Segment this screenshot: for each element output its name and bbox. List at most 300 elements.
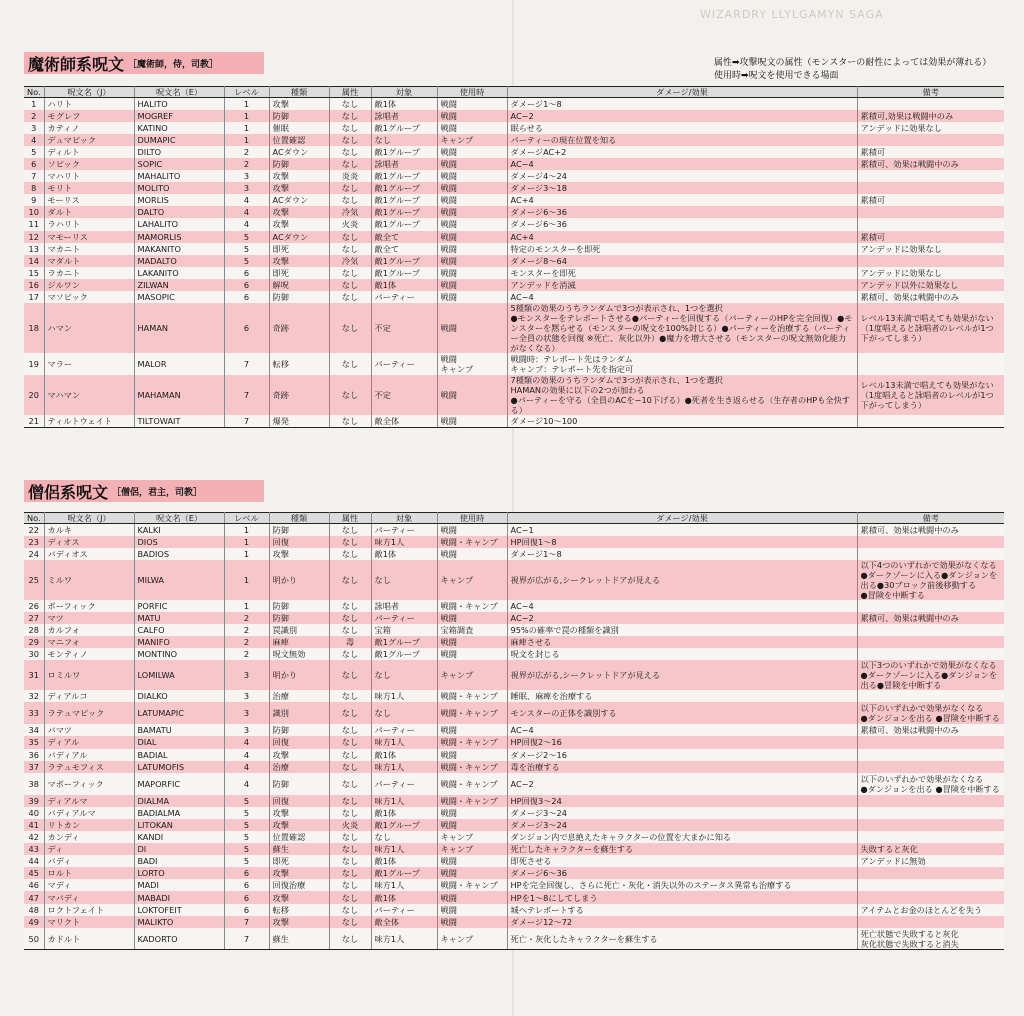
cell-no: 6 bbox=[24, 158, 44, 170]
cell-effect: HP回復1～8 bbox=[507, 536, 857, 548]
cell-name-j: マラー bbox=[44, 353, 134, 375]
cell-name-j: ティルトウェイト bbox=[44, 415, 134, 427]
cell-name-j: ミルワ bbox=[44, 560, 134, 600]
column-header-usage: 使用時 bbox=[437, 513, 507, 524]
cell-no: 43 bbox=[24, 843, 44, 855]
cell-no: 25 bbox=[24, 560, 44, 600]
cell-effect: ダメージ3～18 bbox=[507, 182, 857, 194]
table-row bbox=[24, 636, 1004, 648]
cell-target: 敵1グループ bbox=[371, 867, 437, 879]
cell-remarks: アイテムとお金のほとんどを失う bbox=[857, 904, 1004, 916]
table-row bbox=[24, 353, 1004, 375]
cell-level: 1 bbox=[224, 134, 269, 146]
cell-kind: 攻撃 bbox=[269, 867, 329, 879]
cell-attribute: なし bbox=[329, 560, 371, 600]
cell-usage: 戦闘 bbox=[437, 904, 507, 916]
cell-level: 7 bbox=[224, 415, 269, 427]
cell-no: 38 bbox=[24, 773, 44, 795]
cell-name-j: バディ bbox=[44, 855, 134, 867]
cell-effect: ダメージ6～36 bbox=[507, 218, 857, 230]
cell-kind: 識別 bbox=[269, 702, 329, 724]
cell-target: 味方1人 bbox=[371, 928, 437, 950]
cell-kind: 転移 bbox=[269, 353, 329, 375]
cell-target: 味方1人 bbox=[371, 536, 437, 548]
cell-name-e: MASOPIC bbox=[134, 291, 224, 303]
cell-target: なし bbox=[371, 660, 437, 690]
cell-level: 1 bbox=[224, 536, 269, 548]
cell-level: 1 bbox=[224, 560, 269, 600]
cell-remarks: 累積可、効果は戦闘中のみ bbox=[857, 724, 1004, 736]
cell-usage: キャンプ bbox=[437, 560, 507, 600]
cell-attribute: なし bbox=[329, 624, 371, 636]
column-header-name-j: 呪文名（J） bbox=[44, 513, 134, 524]
cell-name-e: LATUMAPIC bbox=[134, 702, 224, 724]
cell-remarks bbox=[857, 807, 1004, 819]
cell-usage: 戦闘 bbox=[437, 158, 507, 170]
cell-no: 42 bbox=[24, 831, 44, 843]
cell-remarks bbox=[857, 795, 1004, 807]
cell-remarks bbox=[857, 206, 1004, 218]
cell-no: 26 bbox=[24, 600, 44, 612]
cell-name-j: モンティノ bbox=[44, 648, 134, 660]
cell-effect: ダメージ6～36 bbox=[507, 206, 857, 218]
cell-name-e: MILWA bbox=[134, 560, 224, 600]
cell-no: 13 bbox=[24, 243, 44, 255]
cell-target: 敵1グループ bbox=[371, 146, 437, 158]
cell-no: 17 bbox=[24, 291, 44, 303]
cell-target: 詠唱者 bbox=[371, 600, 437, 612]
cell-usage: 戦闘・キャンプ bbox=[437, 773, 507, 795]
cell-name-j: ダルト bbox=[44, 206, 134, 218]
cell-effect: 睡眠、麻痺を治療する bbox=[507, 690, 857, 702]
cell-kind: 明かり bbox=[269, 660, 329, 690]
cell-no: 4 bbox=[24, 134, 44, 146]
cell-effect: ダメージ3～24 bbox=[507, 807, 857, 819]
cell-level: 7 bbox=[224, 353, 269, 375]
cell-attribute: なし bbox=[329, 831, 371, 843]
table-row bbox=[24, 182, 1004, 194]
cell-level: 6 bbox=[224, 279, 269, 291]
priest-section-title: 僧侶系呪文 bbox=[28, 482, 109, 502]
cell-name-j: モーリス bbox=[44, 194, 134, 206]
cell-name-e: HALITO bbox=[134, 98, 224, 110]
cell-remarks: 累積可、効果は戦闘中のみ bbox=[857, 291, 1004, 303]
column-header-target: 対象 bbox=[371, 513, 437, 524]
cell-usage: 戦闘 bbox=[437, 524, 507, 536]
cell-name-j: マツ bbox=[44, 612, 134, 624]
cell-no: 22 bbox=[24, 524, 44, 536]
cell-name-j: マニフォ bbox=[44, 636, 134, 648]
cell-remarks: 累積可、効果は戦闘中のみ bbox=[857, 158, 1004, 170]
cell-kind: 麻痺 bbox=[269, 636, 329, 648]
column-header-kind: 種類 bbox=[269, 513, 329, 524]
cell-effect: HP回復3～24 bbox=[507, 795, 857, 807]
cell-name-j: バディアル bbox=[44, 749, 134, 761]
table-row bbox=[24, 904, 1004, 916]
cell-effect: 麻痺させる bbox=[507, 636, 857, 648]
table-row bbox=[24, 736, 1004, 748]
table-row bbox=[24, 110, 1004, 122]
cell-name-j: カドルト bbox=[44, 928, 134, 950]
cell-effect: HPを完全回復し、さらに死亡・灰化・消失以外のステータス異常も治療する bbox=[507, 879, 857, 891]
cell-attribute: なし bbox=[329, 353, 371, 375]
cell-name-e: MAMORLIS bbox=[134, 231, 224, 243]
cell-target: 不定 bbox=[371, 375, 437, 415]
cell-no: 48 bbox=[24, 904, 44, 916]
cell-no: 2 bbox=[24, 110, 44, 122]
cell-name-j: リトカン bbox=[44, 819, 134, 831]
cell-attribute: なし bbox=[329, 928, 371, 950]
cell-target: 敵全体 bbox=[371, 415, 437, 427]
cell-no: 23 bbox=[24, 536, 44, 548]
cell-kind: ACダウン bbox=[269, 194, 329, 206]
cell-kind: 催眠 bbox=[269, 122, 329, 134]
cell-level: 2 bbox=[224, 146, 269, 158]
cell-effect: 死亡・灰化したキャラクターを蘇生する bbox=[507, 928, 857, 950]
table-row bbox=[24, 415, 1004, 427]
cell-effect: HPを1～8にしてしまう bbox=[507, 891, 857, 903]
cell-name-e: LATUMOFIS bbox=[134, 761, 224, 773]
cell-target: 敵1グループ bbox=[371, 182, 437, 194]
cell-kind: 攻撃 bbox=[269, 170, 329, 182]
cell-remarks bbox=[857, 916, 1004, 928]
cell-target: 宝箱 bbox=[371, 624, 437, 636]
cell-effect: HP回復2～16 bbox=[507, 736, 857, 748]
table-row bbox=[24, 843, 1004, 855]
cell-no: 3 bbox=[24, 122, 44, 134]
cell-name-e: MAKANITO bbox=[134, 243, 224, 255]
cell-kind: ACダウン bbox=[269, 231, 329, 243]
cell-kind: 治療 bbox=[269, 761, 329, 773]
cell-attribute: なし bbox=[329, 702, 371, 724]
cell-target: 敵1体 bbox=[371, 855, 437, 867]
cell-usage: 戦闘 bbox=[437, 612, 507, 624]
cell-usage: 戦闘・キャンプ bbox=[437, 600, 507, 612]
cell-kind: 回復 bbox=[269, 736, 329, 748]
cell-level: 6 bbox=[224, 879, 269, 891]
cell-level: 5 bbox=[224, 831, 269, 843]
cell-remarks: 失敗すると灰化 bbox=[857, 843, 1004, 855]
cell-remarks bbox=[857, 819, 1004, 831]
cell-remarks: アンデッドに効果なし bbox=[857, 267, 1004, 279]
cell-no: 35 bbox=[24, 736, 44, 748]
table-row bbox=[24, 819, 1004, 831]
cell-name-j: ラテュモフィス bbox=[44, 761, 134, 773]
cell-attribute: なし bbox=[329, 303, 371, 353]
cell-target: なし bbox=[371, 134, 437, 146]
cell-remarks bbox=[857, 831, 1004, 843]
cell-kind: 攻撃 bbox=[269, 182, 329, 194]
table-row bbox=[24, 536, 1004, 548]
cell-usage: 戦闘 bbox=[437, 206, 507, 218]
cell-usage: 戦闘・キャンプ bbox=[437, 702, 507, 724]
table-row bbox=[24, 194, 1004, 206]
cell-name-j: カティノ bbox=[44, 122, 134, 134]
cell-remarks: 以下のいずれかで効果がなくなる ●ダンジョンを出る ●冒険を中断する bbox=[857, 702, 1004, 724]
cell-attribute: なし bbox=[329, 648, 371, 660]
cell-kind: 即死 bbox=[269, 267, 329, 279]
cell-target: 敵1グループ bbox=[371, 267, 437, 279]
cell-target: 敵1体 bbox=[371, 548, 437, 560]
cell-target: パーティー bbox=[371, 904, 437, 916]
cell-level: 1 bbox=[224, 110, 269, 122]
cell-remarks bbox=[857, 182, 1004, 194]
cell-no: 46 bbox=[24, 879, 44, 891]
cell-attribute: 炎炎 bbox=[329, 170, 371, 182]
cell-usage: 戦闘 bbox=[437, 267, 507, 279]
cell-usage: 戦闘 bbox=[437, 415, 507, 427]
cell-attribute: なし bbox=[329, 807, 371, 819]
cell-level: 5 bbox=[224, 231, 269, 243]
legend-note bbox=[714, 57, 991, 83]
cell-usage: 戦闘 bbox=[437, 819, 507, 831]
cell-name-j: ディルト bbox=[44, 146, 134, 158]
cell-name-j: ロクトフェイト bbox=[44, 904, 134, 916]
cell-name-e: CALFO bbox=[134, 624, 224, 636]
cell-no: 16 bbox=[24, 279, 44, 291]
cell-attribute: なし bbox=[329, 267, 371, 279]
cell-target: パーティー bbox=[371, 353, 437, 375]
cell-target: 敵1グループ bbox=[371, 122, 437, 134]
cell-level: 2 bbox=[224, 624, 269, 636]
cell-attribute: 冷気 bbox=[329, 255, 371, 267]
cell-attribute: 冷気 bbox=[329, 206, 371, 218]
cell-kind: 罠識別 bbox=[269, 624, 329, 636]
cell-name-j: マソピック bbox=[44, 291, 134, 303]
cell-usage: 戦闘 bbox=[437, 218, 507, 230]
column-header-name-j: 呪文名（J） bbox=[44, 87, 134, 98]
cell-name-e: TILTOWAIT bbox=[134, 415, 224, 427]
cell-level: 5 bbox=[224, 819, 269, 831]
cell-effect: ダメージ3～24 bbox=[507, 819, 857, 831]
cell-effect: ダメージ1～8 bbox=[507, 548, 857, 560]
cell-attribute: なし bbox=[329, 843, 371, 855]
cell-effect: モンスターの正体を識別する bbox=[507, 702, 857, 724]
cell-name-j: ディアルコ bbox=[44, 690, 134, 702]
cell-name-e: LORTO bbox=[134, 867, 224, 879]
cell-attribute: なし bbox=[329, 182, 371, 194]
cell-no: 39 bbox=[24, 795, 44, 807]
cell-name-e: ZILWAN bbox=[134, 279, 224, 291]
cell-name-j: デュマピック bbox=[44, 134, 134, 146]
cell-no: 7 bbox=[24, 170, 44, 182]
cell-attribute: なし bbox=[329, 231, 371, 243]
cell-target: パーティー bbox=[371, 291, 437, 303]
cell-remarks: 以下のいずれかで効果がなくなる ●ダンジョンを出る ●冒険を中断する bbox=[857, 773, 1004, 795]
table-row bbox=[24, 928, 1004, 950]
cell-name-e: LOKTOFEIT bbox=[134, 904, 224, 916]
cell-target: 敵1体 bbox=[371, 891, 437, 903]
column-header-effect: ダメージ/効果 bbox=[507, 87, 857, 98]
column-header-no: No. bbox=[24, 513, 44, 524]
table-row bbox=[24, 916, 1004, 928]
cell-target: 敵1グループ bbox=[371, 648, 437, 660]
cell-level: 3 bbox=[224, 690, 269, 702]
cell-level: 6 bbox=[224, 867, 269, 879]
cell-level: 4 bbox=[224, 761, 269, 773]
cell-kind: 攻撃 bbox=[269, 218, 329, 230]
cell-kind: 攻撃 bbox=[269, 749, 329, 761]
priest-table-header bbox=[24, 513, 1004, 524]
cell-kind: 防御 bbox=[269, 524, 329, 536]
cell-remarks: 累積可、効果は戦闘中のみ bbox=[857, 612, 1004, 624]
cell-target: 敵1グループ bbox=[371, 636, 437, 648]
cell-effect: ダメージ1～8 bbox=[507, 98, 857, 110]
cell-name-j: カンディ bbox=[44, 831, 134, 843]
table-row bbox=[24, 122, 1004, 134]
cell-no: 18 bbox=[24, 303, 44, 353]
table-row bbox=[24, 702, 1004, 724]
cell-remarks bbox=[857, 736, 1004, 748]
cell-remarks: レベル13未満で唱えても効果がない （1度唱えると詠唱者のレベルが1つ下がってしまう） bbox=[857, 303, 1004, 353]
cell-usage: 戦闘 bbox=[437, 867, 507, 879]
cell-name-e: DIALMA bbox=[134, 795, 224, 807]
cell-kind: 攻撃 bbox=[269, 548, 329, 560]
cell-attribute: なし bbox=[329, 98, 371, 110]
cell-attribute: なし bbox=[329, 134, 371, 146]
cell-usage: 戦闘 bbox=[437, 243, 507, 255]
table-row bbox=[24, 855, 1004, 867]
cell-effect: パーティーの現在位置を知る bbox=[507, 134, 857, 146]
cell-remarks bbox=[857, 255, 1004, 267]
cell-name-j: ディアル bbox=[44, 736, 134, 748]
cell-kind: 攻撃 bbox=[269, 807, 329, 819]
cell-name-e: PORFIC bbox=[134, 600, 224, 612]
cell-effect: AC−4 bbox=[507, 600, 857, 612]
cell-target: 敵1体 bbox=[371, 279, 437, 291]
cell-target: 敵1グループ bbox=[371, 170, 437, 182]
cell-kind: 治療 bbox=[269, 690, 329, 702]
mage-spell-table bbox=[24, 86, 1004, 428]
cell-target: 敵1体 bbox=[371, 98, 437, 110]
cell-level: 5 bbox=[224, 855, 269, 867]
cell-remarks bbox=[857, 648, 1004, 660]
cell-kind: 位置確認 bbox=[269, 134, 329, 146]
table-row bbox=[24, 243, 1004, 255]
cell-no: 36 bbox=[24, 749, 44, 761]
column-header-attribute: 属性 bbox=[329, 513, 371, 524]
cell-level: 7 bbox=[224, 916, 269, 928]
cell-no: 28 bbox=[24, 624, 44, 636]
cell-effect: 特定のモンスターを即死 bbox=[507, 243, 857, 255]
cell-attribute: なし bbox=[329, 724, 371, 736]
cell-kind: 回復 bbox=[269, 536, 329, 548]
cell-target: パーティー bbox=[371, 773, 437, 795]
cell-attribute: なし bbox=[329, 415, 371, 427]
cell-name-j: マカニト bbox=[44, 243, 134, 255]
cell-name-e: SOPIC bbox=[134, 158, 224, 170]
cell-effect: 95%の確率で罠の種類を識別 bbox=[507, 624, 857, 636]
cell-name-j: マバディ bbox=[44, 891, 134, 903]
cell-name-e: MALIKTO bbox=[134, 916, 224, 928]
cell-attribute: なし bbox=[329, 773, 371, 795]
cell-no: 5 bbox=[24, 146, 44, 158]
cell-attribute: 毒 bbox=[329, 636, 371, 648]
cell-remarks: アンデッドに無効 bbox=[857, 855, 1004, 867]
cell-name-e: KANDI bbox=[134, 831, 224, 843]
cell-name-e: MAHALITO bbox=[134, 170, 224, 182]
cell-attribute: なし bbox=[329, 749, 371, 761]
cell-target: なし bbox=[371, 702, 437, 724]
table-row bbox=[24, 660, 1004, 690]
cell-name-j: マモーリス bbox=[44, 231, 134, 243]
column-header-name-e: 呪文名（E） bbox=[134, 513, 224, 524]
cell-effect: モンスターを即死 bbox=[507, 267, 857, 279]
cell-attribute: なし bbox=[329, 867, 371, 879]
cell-no: 11 bbox=[24, 218, 44, 230]
cell-kind: 転移 bbox=[269, 904, 329, 916]
cell-remarks: 累積可,効果は戦闘中のみ bbox=[857, 110, 1004, 122]
table-row bbox=[24, 690, 1004, 702]
cell-remarks bbox=[857, 536, 1004, 548]
cell-name-j: ハリト bbox=[44, 98, 134, 110]
cell-attribute: なし bbox=[329, 146, 371, 158]
cell-effect: ダメージ8～64 bbox=[507, 255, 857, 267]
table-row bbox=[24, 773, 1004, 795]
cell-usage: 戦闘 bbox=[437, 724, 507, 736]
cell-usage: 戦闘 bbox=[437, 182, 507, 194]
cell-usage: キャンプ bbox=[437, 831, 507, 843]
cell-name-e: MAPORFIC bbox=[134, 773, 224, 795]
cell-target: 敵1グループ bbox=[371, 819, 437, 831]
cell-usage: 戦闘 bbox=[437, 255, 507, 267]
cell-remarks bbox=[857, 636, 1004, 648]
table-row bbox=[24, 560, 1004, 600]
cell-effect: ダンジョン内で息絶えたキャラクターの位置を大まかに知る bbox=[507, 831, 857, 843]
cell-remarks: アンデッドに効果なし bbox=[857, 122, 1004, 134]
table-row bbox=[24, 255, 1004, 267]
cell-name-j: マディ bbox=[44, 879, 134, 891]
cell-usage: キャンプ bbox=[437, 843, 507, 855]
cell-no: 10 bbox=[24, 206, 44, 218]
cell-name-j: ディ bbox=[44, 843, 134, 855]
cell-level: 6 bbox=[224, 904, 269, 916]
cell-effect: AC−2 bbox=[507, 612, 857, 624]
cell-remarks bbox=[857, 867, 1004, 879]
cell-kind: 攻撃 bbox=[269, 916, 329, 928]
cell-remarks bbox=[857, 749, 1004, 761]
cell-target: 味方1人 bbox=[371, 843, 437, 855]
cell-kind: 爆発 bbox=[269, 415, 329, 427]
cell-level: 5 bbox=[224, 255, 269, 267]
cell-no: 37 bbox=[24, 761, 44, 773]
cell-kind: 蘇生 bbox=[269, 843, 329, 855]
cell-no: 49 bbox=[24, 916, 44, 928]
cell-remarks bbox=[857, 600, 1004, 612]
table-row bbox=[24, 724, 1004, 736]
cell-attribute: なし bbox=[329, 612, 371, 624]
mage-section-header bbox=[24, 52, 264, 74]
cell-usage: 戦闘 bbox=[437, 749, 507, 761]
cell-no: 29 bbox=[24, 636, 44, 648]
cell-kind: 明かり bbox=[269, 560, 329, 600]
cell-attribute: 火炎 bbox=[329, 218, 371, 230]
cell-usage: 戦闘・キャンプ bbox=[437, 761, 507, 773]
cell-name-e: DIALKO bbox=[134, 690, 224, 702]
cell-no: 19 bbox=[24, 353, 44, 375]
cell-remarks bbox=[857, 548, 1004, 560]
cell-no: 20 bbox=[24, 375, 44, 415]
cell-remarks bbox=[857, 170, 1004, 182]
table-row bbox=[24, 267, 1004, 279]
table-row bbox=[24, 291, 1004, 303]
cell-attribute: なし bbox=[329, 891, 371, 903]
cell-no: 15 bbox=[24, 267, 44, 279]
cell-name-j: ラカニト bbox=[44, 267, 134, 279]
cell-name-j: モリト bbox=[44, 182, 134, 194]
cell-usage: 戦闘 bbox=[437, 146, 507, 158]
cell-effect: 7種類の効果のうちランダムで3つが表示され、1つを選択 HAMANの効果に以下の2つが加わる ●パーティーを守る（全員のACを−10下げる）●死者を生き返らせる（生存者のHPも全快する） bbox=[507, 375, 857, 415]
